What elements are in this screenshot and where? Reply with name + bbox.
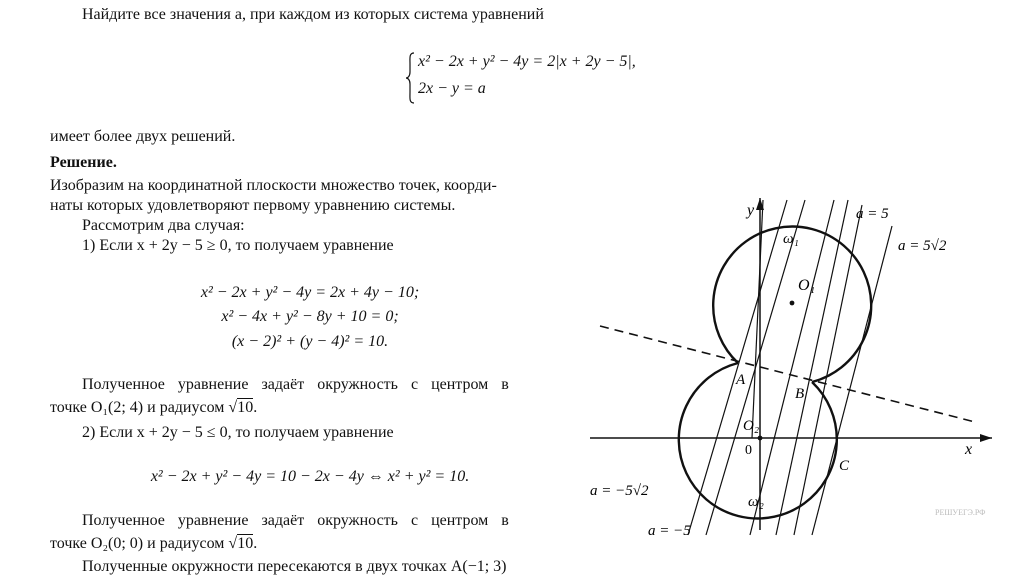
circle-1-line-1: Полученное уравнение задаёт окружность с центром в	[82, 376, 509, 393]
case-1-equation-1: x² − 2x + y² − 4y = 2x + 4y − 10;	[200, 284, 420, 301]
system-equation-1: x² − 2x + y² − 4y = 2|x + 2y − 5|,	[418, 53, 636, 70]
circle-1-radius: 10	[237, 399, 254, 416]
system-brace	[405, 52, 415, 104]
solution-figure	[580, 190, 1010, 550]
center-o2	[758, 436, 763, 441]
omega-2-label: ω₂	[748, 494, 764, 510]
solution-heading: Решение.	[50, 154, 117, 171]
circle-1-line-2	[50, 399, 257, 417]
line-a-minus-5-sqrt2-label: a = −5√2	[590, 483, 649, 499]
circle-2-line-2	[50, 535, 257, 553]
line-a-5-label: a = 5	[856, 206, 889, 222]
solution-last-line: Полученные окружности пересекаются в двух точках A(−1; 3)	[82, 558, 507, 575]
line-a-5-sqrt2-label: a = 5√2	[898, 238, 947, 254]
x-axis-label: x	[965, 441, 973, 458]
case-1-equation-3: (x − 2)² + (y − 4)² = 10.	[231, 333, 389, 350]
case-2-equation: x² − 2x + y² − 4y = 10 − 2x − 4y ⇔ x² + y² = 10.	[150, 468, 470, 485]
circle-2-line-1: Полученное уравнение задаёт окружность с центром в	[82, 512, 509, 529]
line-a-minus-5-label: a = −5	[648, 523, 691, 539]
solution-paragraph-1-line-2: наты которых удовлетворяют первому уравнению системы.	[50, 197, 456, 214]
case-1-condition: 1) Если x + 2y − 5 ≥ 0, то получаем уравнение	[82, 237, 394, 254]
o1-label: O₁	[798, 277, 816, 294]
circle-1-period: .	[253, 399, 258, 416]
watermark: РЕШУЕГЭ.РФ	[935, 508, 986, 517]
y-axis-label: y	[747, 202, 755, 219]
problem-outro: имеет более двух решений.	[50, 128, 236, 145]
sqrt-symbol: √	[228, 399, 238, 416]
circle-2-period: .	[253, 535, 258, 552]
point-c-label: C	[839, 458, 850, 474]
line-a-5	[794, 205, 862, 535]
omega-1-label: ω₁	[783, 231, 799, 247]
case-2-condition: 2) Если x + 2y − 5 ≤ 0, то получаем уравнение	[82, 424, 394, 441]
problem-intro: Найдите все значения a, при каждом из которых система уравнений	[82, 6, 544, 23]
point-a-label: A	[736, 372, 746, 388]
line-parallel-2	[776, 200, 848, 535]
circle-2-text: точке O₂(0; 0) и радиусом	[50, 535, 229, 552]
o2-label: O₂	[743, 418, 760, 434]
case-1-equation-2: x² − 4x + y² − 8y + 10 = 0;	[221, 308, 399, 325]
system-equation-2: 2x − y = a	[418, 80, 486, 97]
circle-1-text: точке O₁(2; 4) и радиусом	[50, 399, 229, 416]
solution-paragraph-2: Рассмотрим два случая:	[82, 217, 245, 234]
circle-2-radius: 10	[237, 535, 254, 552]
sqrt-symbol: √	[228, 535, 238, 552]
solution-paragraph-1-line-1: Изобразим на координатной плоскости множество точек, коорди-	[50, 177, 497, 194]
center-o1	[790, 301, 795, 306]
point-b-label: B	[795, 386, 805, 402]
dashed-boundary-line	[600, 326, 975, 422]
origin-label: 0	[745, 443, 752, 458]
line-a-minus-5-sqrt2	[688, 200, 787, 535]
x-axis-arrow	[980, 434, 992, 442]
line-a-5-sqrt2	[812, 226, 892, 535]
